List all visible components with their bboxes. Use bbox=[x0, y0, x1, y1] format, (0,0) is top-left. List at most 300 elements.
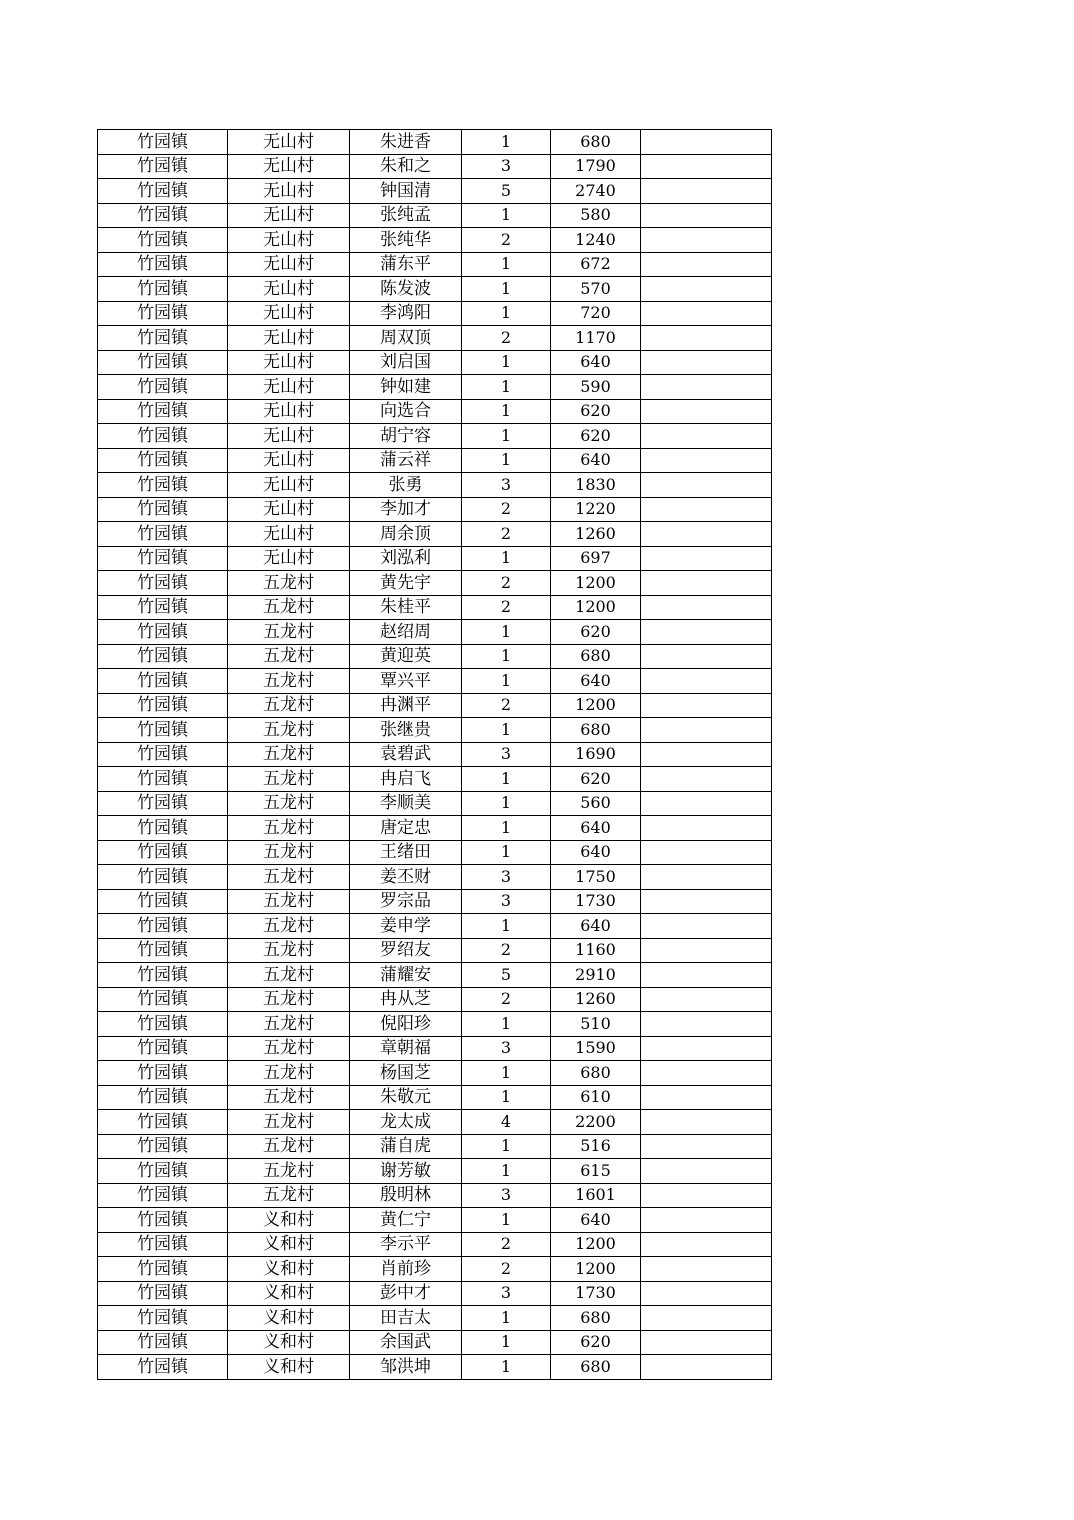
count-cell: 1 bbox=[462, 375, 551, 400]
table-row bbox=[98, 1061, 772, 1086]
count-cell: 1 bbox=[462, 1306, 551, 1331]
amount-cell: 510 bbox=[551, 1012, 641, 1037]
count-cell: 1 bbox=[462, 1159, 551, 1184]
town-cell: 竹园镇 bbox=[98, 1012, 228, 1037]
village-cell: 无山村 bbox=[228, 473, 350, 498]
table-row bbox=[98, 816, 772, 841]
village-cell: 五龙村 bbox=[228, 1183, 350, 1208]
table-row bbox=[98, 1257, 772, 1282]
name-cell: 姜申学 bbox=[350, 914, 462, 939]
name-cell: 张纯孟 bbox=[350, 203, 462, 228]
count-cell: 2 bbox=[462, 693, 551, 718]
village-cell: 五龙村 bbox=[228, 791, 350, 816]
table-row bbox=[98, 742, 772, 767]
note-cell bbox=[641, 546, 772, 571]
count-cell: 1 bbox=[462, 1355, 551, 1380]
amount-cell: 1200 bbox=[551, 571, 641, 596]
table-row bbox=[98, 718, 772, 743]
count-cell: 5 bbox=[462, 963, 551, 988]
table-row bbox=[98, 595, 772, 620]
table-row bbox=[98, 179, 772, 204]
amount-cell: 1590 bbox=[551, 1036, 641, 1061]
town-cell: 竹园镇 bbox=[98, 816, 228, 841]
name-cell: 龙太成 bbox=[350, 1110, 462, 1135]
note-cell bbox=[641, 326, 772, 351]
town-cell: 竹园镇 bbox=[98, 179, 228, 204]
table-row bbox=[98, 1012, 772, 1037]
note-cell bbox=[641, 1183, 772, 1208]
table-row bbox=[98, 1110, 772, 1135]
name-cell: 余国武 bbox=[350, 1330, 462, 1355]
amount-cell: 680 bbox=[551, 1306, 641, 1331]
table-row bbox=[98, 1306, 772, 1331]
amount-cell: 1730 bbox=[551, 889, 641, 914]
village-cell: 五龙村 bbox=[228, 620, 350, 645]
count-cell: 1 bbox=[462, 1085, 551, 1110]
count-cell: 2 bbox=[462, 522, 551, 547]
note-cell bbox=[641, 669, 772, 694]
note-cell bbox=[641, 1085, 772, 1110]
count-cell: 1 bbox=[462, 301, 551, 326]
town-cell: 竹园镇 bbox=[98, 350, 228, 375]
note-cell bbox=[641, 595, 772, 620]
count-cell: 1 bbox=[462, 448, 551, 473]
amount-cell: 580 bbox=[551, 203, 641, 228]
table-row bbox=[98, 228, 772, 253]
note-cell bbox=[641, 840, 772, 865]
note-cell bbox=[641, 1110, 772, 1135]
village-cell: 无山村 bbox=[228, 203, 350, 228]
town-cell: 竹园镇 bbox=[98, 473, 228, 498]
amount-cell: 1200 bbox=[551, 1257, 641, 1282]
table-row bbox=[98, 791, 772, 816]
town-cell: 竹园镇 bbox=[98, 203, 228, 228]
count-cell: 2 bbox=[462, 326, 551, 351]
town-cell: 竹园镇 bbox=[98, 1159, 228, 1184]
village-cell: 五龙村 bbox=[228, 816, 350, 841]
name-cell: 唐定忠 bbox=[350, 816, 462, 841]
count-cell: 1 bbox=[462, 644, 551, 669]
village-cell: 无山村 bbox=[228, 350, 350, 375]
table-row bbox=[98, 130, 772, 155]
note-cell bbox=[641, 644, 772, 669]
town-cell: 竹园镇 bbox=[98, 228, 228, 253]
amount-cell: 1260 bbox=[551, 522, 641, 547]
village-cell: 义和村 bbox=[228, 1330, 350, 1355]
count-cell: 2 bbox=[462, 987, 551, 1012]
town-cell: 竹园镇 bbox=[98, 1036, 228, 1061]
town-cell: 竹园镇 bbox=[98, 669, 228, 694]
village-cell: 义和村 bbox=[228, 1355, 350, 1380]
note-cell bbox=[641, 1134, 772, 1159]
amount-cell: 640 bbox=[551, 840, 641, 865]
name-cell: 李加才 bbox=[350, 497, 462, 522]
name-cell: 张纯华 bbox=[350, 228, 462, 253]
town-cell: 竹园镇 bbox=[98, 718, 228, 743]
town-cell: 竹园镇 bbox=[98, 326, 228, 351]
amount-cell: 1200 bbox=[551, 1232, 641, 1257]
note-cell bbox=[641, 571, 772, 596]
name-cell: 刘泓利 bbox=[350, 546, 462, 571]
note-cell bbox=[641, 1306, 772, 1331]
table-row bbox=[98, 1232, 772, 1257]
village-cell: 五龙村 bbox=[228, 889, 350, 914]
village-cell: 义和村 bbox=[228, 1281, 350, 1306]
town-cell: 竹园镇 bbox=[98, 620, 228, 645]
amount-cell: 1170 bbox=[551, 326, 641, 351]
amount-cell: 680 bbox=[551, 644, 641, 669]
count-cell: 2 bbox=[462, 595, 551, 620]
count-cell: 1 bbox=[462, 130, 551, 155]
town-cell: 竹园镇 bbox=[98, 301, 228, 326]
name-cell: 冉从芝 bbox=[350, 987, 462, 1012]
town-cell: 竹园镇 bbox=[98, 546, 228, 571]
note-cell bbox=[641, 399, 772, 424]
name-cell: 蒲云祥 bbox=[350, 448, 462, 473]
town-cell: 竹园镇 bbox=[98, 889, 228, 914]
village-cell: 五龙村 bbox=[228, 595, 350, 620]
village-cell: 五龙村 bbox=[228, 718, 350, 743]
name-cell: 邹洪坤 bbox=[350, 1355, 462, 1380]
amount-cell: 1601 bbox=[551, 1183, 641, 1208]
table-row bbox=[98, 620, 772, 645]
data-table bbox=[97, 129, 772, 1380]
note-cell bbox=[641, 1257, 772, 1282]
town-cell: 竹园镇 bbox=[98, 1330, 228, 1355]
note-cell bbox=[641, 889, 772, 914]
count-cell: 1 bbox=[462, 203, 551, 228]
count-cell: 3 bbox=[462, 1036, 551, 1061]
note-cell bbox=[641, 130, 772, 155]
table-row bbox=[98, 987, 772, 1012]
name-cell: 蒲东平 bbox=[350, 252, 462, 277]
note-cell bbox=[641, 987, 772, 1012]
note-cell bbox=[641, 791, 772, 816]
note-cell bbox=[641, 718, 772, 743]
table-row bbox=[98, 938, 772, 963]
count-cell: 1 bbox=[462, 424, 551, 449]
table-row bbox=[98, 473, 772, 498]
town-cell: 竹园镇 bbox=[98, 963, 228, 988]
town-cell: 竹园镇 bbox=[98, 1061, 228, 1086]
town-cell: 竹园镇 bbox=[98, 1281, 228, 1306]
village-cell: 五龙村 bbox=[228, 693, 350, 718]
amount-cell: 620 bbox=[551, 399, 641, 424]
amount-cell: 516 bbox=[551, 1134, 641, 1159]
amount-cell: 620 bbox=[551, 767, 641, 792]
count-cell: 2 bbox=[462, 938, 551, 963]
amount-cell: 620 bbox=[551, 1330, 641, 1355]
village-cell: 五龙村 bbox=[228, 1159, 350, 1184]
amount-cell: 640 bbox=[551, 350, 641, 375]
town-cell: 竹园镇 bbox=[98, 1110, 228, 1135]
name-cell: 周余顶 bbox=[350, 522, 462, 547]
village-cell: 五龙村 bbox=[228, 1012, 350, 1037]
count-cell: 1 bbox=[462, 546, 551, 571]
count-cell: 1 bbox=[462, 669, 551, 694]
town-cell: 竹园镇 bbox=[98, 497, 228, 522]
note-cell bbox=[641, 277, 772, 302]
village-cell: 无山村 bbox=[228, 277, 350, 302]
note-cell bbox=[641, 424, 772, 449]
name-cell: 朱和之 bbox=[350, 154, 462, 179]
village-cell: 无山村 bbox=[228, 326, 350, 351]
amount-cell: 1730 bbox=[551, 1281, 641, 1306]
table-row bbox=[98, 448, 772, 473]
note-cell bbox=[641, 963, 772, 988]
town-cell: 竹园镇 bbox=[98, 914, 228, 939]
table-row bbox=[98, 301, 772, 326]
village-cell: 五龙村 bbox=[228, 987, 350, 1012]
village-cell: 五龙村 bbox=[228, 571, 350, 596]
village-cell: 义和村 bbox=[228, 1257, 350, 1282]
count-cell: 2 bbox=[462, 571, 551, 596]
table-row bbox=[98, 571, 772, 596]
town-cell: 竹园镇 bbox=[98, 644, 228, 669]
count-cell: 2 bbox=[462, 1232, 551, 1257]
name-cell: 杨国芝 bbox=[350, 1061, 462, 1086]
village-cell: 五龙村 bbox=[228, 1134, 350, 1159]
village-cell: 五龙村 bbox=[228, 1036, 350, 1061]
note-cell bbox=[641, 1036, 772, 1061]
note-cell bbox=[641, 1281, 772, 1306]
town-cell: 竹园镇 bbox=[98, 742, 228, 767]
village-cell: 五龙村 bbox=[228, 1061, 350, 1086]
count-cell: 1 bbox=[462, 1330, 551, 1355]
village-cell: 无山村 bbox=[228, 399, 350, 424]
table-row bbox=[98, 154, 772, 179]
village-cell: 五龙村 bbox=[228, 1085, 350, 1110]
name-cell: 周双顶 bbox=[350, 326, 462, 351]
note-cell bbox=[641, 816, 772, 841]
note-cell bbox=[641, 203, 772, 228]
table-row bbox=[98, 963, 772, 988]
town-cell: 竹园镇 bbox=[98, 1306, 228, 1331]
village-cell: 五龙村 bbox=[228, 914, 350, 939]
town-cell: 竹园镇 bbox=[98, 1232, 228, 1257]
village-cell: 无山村 bbox=[228, 301, 350, 326]
name-cell: 罗绍友 bbox=[350, 938, 462, 963]
amount-cell: 640 bbox=[551, 816, 641, 841]
table-row bbox=[98, 399, 772, 424]
town-cell: 竹园镇 bbox=[98, 767, 228, 792]
note-cell bbox=[641, 1208, 772, 1233]
town-cell: 竹园镇 bbox=[98, 448, 228, 473]
amount-cell: 1830 bbox=[551, 473, 641, 498]
amount-cell: 640 bbox=[551, 669, 641, 694]
amount-cell: 2740 bbox=[551, 179, 641, 204]
village-cell: 无山村 bbox=[228, 424, 350, 449]
count-cell: 3 bbox=[462, 1281, 551, 1306]
note-cell bbox=[641, 1061, 772, 1086]
town-cell: 竹园镇 bbox=[98, 571, 228, 596]
village-cell: 无山村 bbox=[228, 448, 350, 473]
village-cell: 无山村 bbox=[228, 252, 350, 277]
note-cell bbox=[641, 1330, 772, 1355]
name-cell: 钟国清 bbox=[350, 179, 462, 204]
amount-cell: 1750 bbox=[551, 865, 641, 890]
note-cell bbox=[641, 154, 772, 179]
name-cell: 刘启国 bbox=[350, 350, 462, 375]
name-cell: 李示平 bbox=[350, 1232, 462, 1257]
village-cell: 无山村 bbox=[228, 179, 350, 204]
village-cell: 五龙村 bbox=[228, 767, 350, 792]
town-cell: 竹园镇 bbox=[98, 1134, 228, 1159]
name-cell: 姜丕财 bbox=[350, 865, 462, 890]
name-cell: 王绪田 bbox=[350, 840, 462, 865]
amount-cell: 1160 bbox=[551, 938, 641, 963]
village-cell: 义和村 bbox=[228, 1208, 350, 1233]
count-cell: 2 bbox=[462, 1257, 551, 1282]
count-cell: 1 bbox=[462, 718, 551, 743]
village-cell: 五龙村 bbox=[228, 963, 350, 988]
amount-cell: 720 bbox=[551, 301, 641, 326]
table-row bbox=[98, 1355, 772, 1380]
amount-cell: 1690 bbox=[551, 742, 641, 767]
town-cell: 竹园镇 bbox=[98, 277, 228, 302]
town-cell: 竹园镇 bbox=[98, 791, 228, 816]
note-cell bbox=[641, 914, 772, 939]
amount-cell: 680 bbox=[551, 1061, 641, 1086]
name-cell: 袁碧武 bbox=[350, 742, 462, 767]
village-cell: 无山村 bbox=[228, 546, 350, 571]
amount-cell: 2910 bbox=[551, 963, 641, 988]
town-cell: 竹园镇 bbox=[98, 595, 228, 620]
count-cell: 1 bbox=[462, 1208, 551, 1233]
village-cell: 义和村 bbox=[228, 1232, 350, 1257]
amount-cell: 590 bbox=[551, 375, 641, 400]
table-row bbox=[98, 522, 772, 547]
name-cell: 彭中才 bbox=[350, 1281, 462, 1306]
count-cell: 3 bbox=[462, 889, 551, 914]
table-row bbox=[98, 1159, 772, 1184]
village-cell: 无山村 bbox=[228, 154, 350, 179]
note-cell bbox=[641, 252, 772, 277]
note-cell bbox=[641, 1012, 772, 1037]
amount-cell: 1220 bbox=[551, 497, 641, 522]
amount-cell: 1200 bbox=[551, 693, 641, 718]
name-cell: 赵绍周 bbox=[350, 620, 462, 645]
amount-cell: 640 bbox=[551, 914, 641, 939]
table-row bbox=[98, 1036, 772, 1061]
amount-cell: 620 bbox=[551, 424, 641, 449]
name-cell: 胡宁容 bbox=[350, 424, 462, 449]
town-cell: 竹园镇 bbox=[98, 693, 228, 718]
name-cell: 黄迎英 bbox=[350, 644, 462, 669]
village-cell: 五龙村 bbox=[228, 840, 350, 865]
name-cell: 张继贵 bbox=[350, 718, 462, 743]
table-row bbox=[98, 252, 772, 277]
town-cell: 竹园镇 bbox=[98, 865, 228, 890]
amount-cell: 2200 bbox=[551, 1110, 641, 1135]
count-cell: 3 bbox=[462, 473, 551, 498]
name-cell: 朱敬元 bbox=[350, 1085, 462, 1110]
table-row bbox=[98, 840, 772, 865]
town-cell: 竹园镇 bbox=[98, 375, 228, 400]
town-cell: 竹园镇 bbox=[98, 1257, 228, 1282]
town-cell: 竹园镇 bbox=[98, 424, 228, 449]
town-cell: 竹园镇 bbox=[98, 938, 228, 963]
village-cell: 五龙村 bbox=[228, 1110, 350, 1135]
amount-cell: 640 bbox=[551, 1208, 641, 1233]
village-cell: 五龙村 bbox=[228, 938, 350, 963]
note-cell bbox=[641, 350, 772, 375]
table-row bbox=[98, 1281, 772, 1306]
amount-cell: 610 bbox=[551, 1085, 641, 1110]
table-row bbox=[98, 1183, 772, 1208]
amount-cell: 560 bbox=[551, 791, 641, 816]
name-cell: 李鸿阳 bbox=[350, 301, 462, 326]
table-row bbox=[98, 865, 772, 890]
amount-cell: 615 bbox=[551, 1159, 641, 1184]
village-cell: 无山村 bbox=[228, 375, 350, 400]
table-row bbox=[98, 644, 772, 669]
amount-cell: 1790 bbox=[551, 154, 641, 179]
count-cell: 2 bbox=[462, 228, 551, 253]
table-row bbox=[98, 546, 772, 571]
name-cell: 殷明林 bbox=[350, 1183, 462, 1208]
table-row bbox=[98, 914, 772, 939]
town-cell: 竹园镇 bbox=[98, 1208, 228, 1233]
name-cell: 覃兴平 bbox=[350, 669, 462, 694]
count-cell: 5 bbox=[462, 179, 551, 204]
table-row bbox=[98, 350, 772, 375]
amount-cell: 570 bbox=[551, 277, 641, 302]
name-cell: 倪阳珍 bbox=[350, 1012, 462, 1037]
table-row bbox=[98, 1085, 772, 1110]
table-row bbox=[98, 203, 772, 228]
amount-cell: 1200 bbox=[551, 595, 641, 620]
name-cell: 冉启飞 bbox=[350, 767, 462, 792]
count-cell: 1 bbox=[462, 350, 551, 375]
village-cell: 义和村 bbox=[228, 1306, 350, 1331]
note-cell bbox=[641, 301, 772, 326]
name-cell: 蒲自虎 bbox=[350, 1134, 462, 1159]
amount-cell: 697 bbox=[551, 546, 641, 571]
amount-cell: 680 bbox=[551, 130, 641, 155]
name-cell: 朱桂平 bbox=[350, 595, 462, 620]
amount-cell: 1260 bbox=[551, 987, 641, 1012]
town-cell: 竹园镇 bbox=[98, 130, 228, 155]
note-cell bbox=[641, 1355, 772, 1380]
note-cell bbox=[641, 473, 772, 498]
name-cell: 罗宗品 bbox=[350, 889, 462, 914]
village-cell: 五龙村 bbox=[228, 644, 350, 669]
count-cell: 1 bbox=[462, 791, 551, 816]
village-cell: 五龙村 bbox=[228, 669, 350, 694]
note-cell bbox=[641, 179, 772, 204]
table-row bbox=[98, 277, 772, 302]
table-row bbox=[98, 889, 772, 914]
table-row bbox=[98, 326, 772, 351]
name-cell: 蒲耀安 bbox=[350, 963, 462, 988]
count-cell: 1 bbox=[462, 252, 551, 277]
count-cell: 1 bbox=[462, 399, 551, 424]
table-row bbox=[98, 693, 772, 718]
table-row bbox=[98, 1208, 772, 1233]
count-cell: 1 bbox=[462, 816, 551, 841]
table-row bbox=[98, 424, 772, 449]
note-cell bbox=[641, 497, 772, 522]
name-cell: 向选合 bbox=[350, 399, 462, 424]
count-cell: 4 bbox=[462, 1110, 551, 1135]
count-cell: 3 bbox=[462, 865, 551, 890]
note-cell bbox=[641, 693, 772, 718]
count-cell: 1 bbox=[462, 914, 551, 939]
note-cell bbox=[641, 620, 772, 645]
count-cell: 2 bbox=[462, 497, 551, 522]
town-cell: 竹园镇 bbox=[98, 840, 228, 865]
